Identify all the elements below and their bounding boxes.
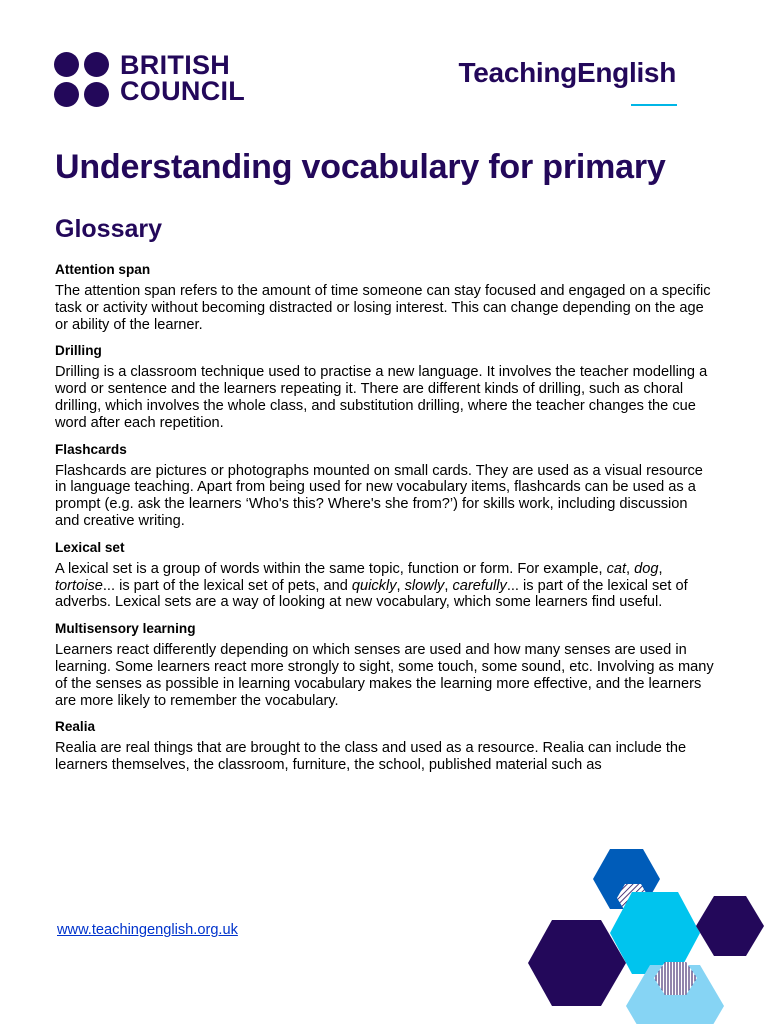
glossary-term: Lexical set (55, 539, 125, 555)
glossary-definition: Realia are real things that are brought to the class and used as a resource. Realia can include the learners themselves, the classroom, furniture, the school, published material such as (55, 740, 687, 774)
example-word: dog (634, 560, 659, 577)
website-link[interactable]: www.teachingenglish.org.uk (57, 922, 238, 938)
teachingenglish-brand: TeachingEnglish (458, 57, 676, 88)
glossary-term: Attention span (55, 262, 151, 277)
page-title: Understanding vocabulary for primary (55, 148, 666, 186)
example-word: slowly (404, 577, 445, 594)
example-word: tortoise (55, 577, 103, 594)
logo-wordmark (120, 52, 245, 104)
brand-underline (631, 104, 677, 106)
british-council-logo (54, 52, 254, 108)
definition-text: , (626, 560, 635, 577)
logo-line-2: COUNCIL (120, 76, 246, 106)
glossary-term: Flashcards (55, 441, 127, 457)
definition-text: A lexical set is a group of words within the same topic, function or form. For example, (55, 560, 607, 577)
glossary-definition: Learners react differently depending on which senses are used and how many senses are used in learning. Some learners react more strongly to sight, some touch, some sound, etc. Involving as many of the senses as possible in learning vocabulary makes the learning more effective, and the learners are more likely to remember the vocabulary. (55, 642, 714, 709)
glossary-definition: The attention span refers to the amount of time someone can stay focused and engaged on a specific task or activity without becoming distracted or losing interest. This can change depending on the age or ability of the learner. (55, 283, 711, 333)
glossary-list (55, 262, 715, 784)
example-word: quickly (351, 577, 397, 594)
definition-text: ... is part of the lexical set of pets, and (102, 577, 352, 594)
logo-dots-icon (54, 52, 110, 108)
logo-line-1: BRITISH (120, 50, 231, 80)
glossary-term: Realia (55, 719, 96, 735)
glossary-definition: Flashcards are pictures or photographs mounted on small cards. They are used as a visual resource in language teaching. Apart from being used for new vocabulary items, flashcards can be used as a prompt (e.g. ask the learners ‘Who's this? Where's she from?’) for skills work, including discussion and creative writing. (55, 462, 703, 529)
example-word: cat (606, 560, 627, 577)
glossary-term: Drilling (55, 343, 102, 359)
definition-text: , (444, 577, 453, 594)
example-word: carefully (452, 577, 507, 594)
hexagon-decoration (520, 838, 768, 1024)
glossary-definition: Drilling is a classroom technique used to practise a new language. It involves the teacher modelling a word or sentence and the learners repeating it. There are different kinds of drilling, such as choral drilling, which involves the whole class, and substitution drilling, where the teacher changes the cue word after each repetition. (55, 364, 708, 431)
definition-text: , (396, 577, 405, 594)
definition-text: , (658, 560, 663, 577)
hexagon-purple-small-shape (696, 896, 764, 956)
glossary-term: Multisensory learning (55, 621, 196, 637)
section-title: Glossary (55, 215, 163, 243)
glossary-definition (55, 561, 715, 611)
definition-text: ... is part of the lexical set of adverbs. Lexical sets are a way of looking at new vocabulary, which some learners find useful. (55, 577, 688, 611)
